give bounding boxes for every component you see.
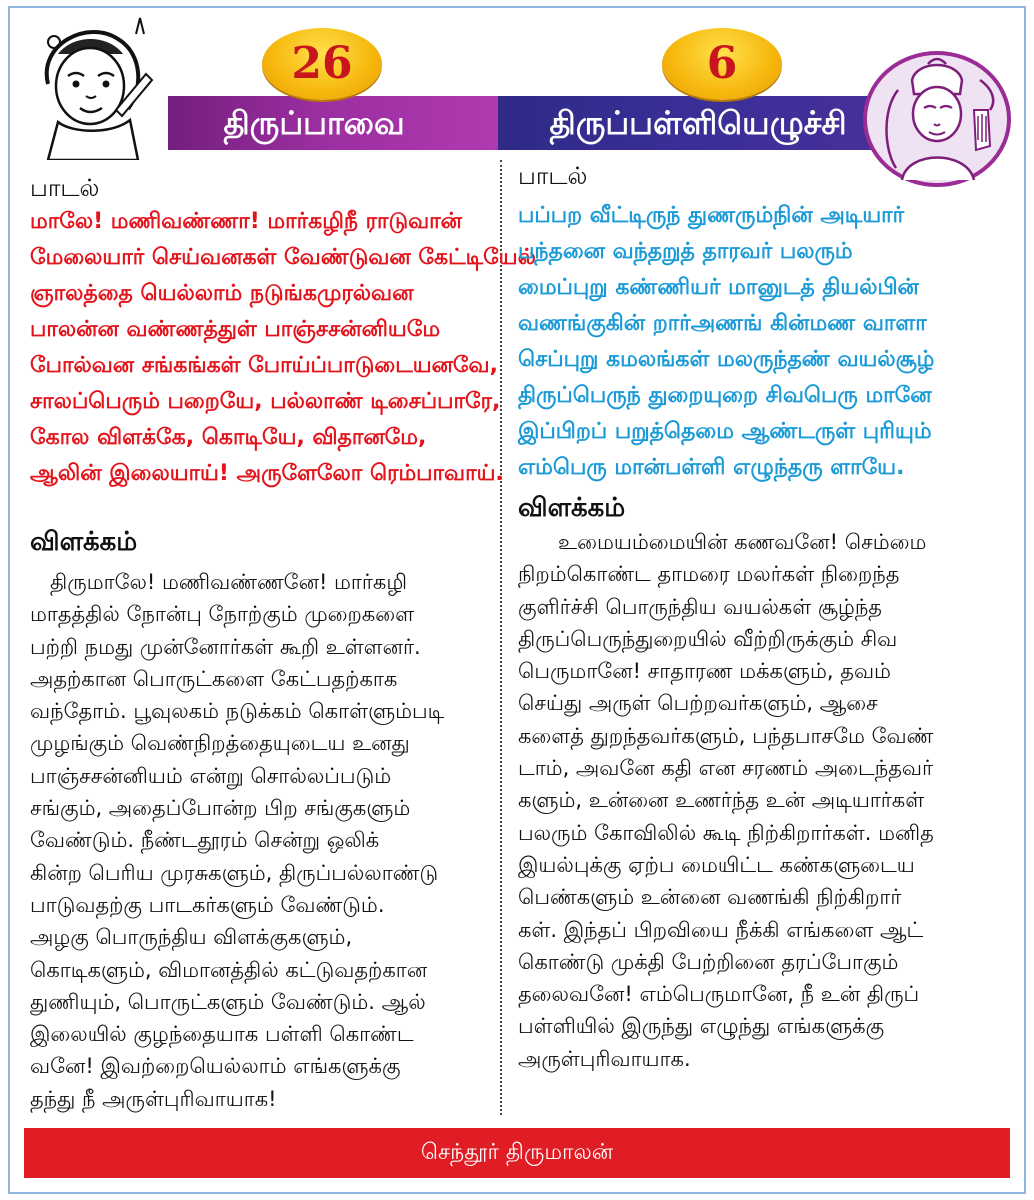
left-explanation-line: அழகு பொருந்திய விளக்குகளும், (30, 925, 353, 950)
left-explanation-line: சங்கும், அதைப்போன்ற பிற சங்குகளும் (30, 796, 411, 821)
left-poem-line: ஆலின் இலையாய்! அருளேலோ ரெம்பாவாய். (30, 461, 504, 486)
left-explanation-line: இலையில் குழந்தையாக பள்ளி கொண்ட (30, 1022, 414, 1047)
left-title: திருப்பாவை (223, 104, 405, 142)
right-explanation-line: பலரும் கோவிலில் கூடி நிற்கிறார்கள். மனித (518, 820, 934, 845)
left-explain-heading: விளக்கம் (30, 527, 138, 557)
right-poem-line: இப்பிறப் பறுத்தெமை ஆண்டருள் புரியும் (518, 419, 932, 444)
left-column (30, 162, 536, 1115)
right-explanation-line: தலைவனே! எம்பெருமானே, நீ உன் திருப் (518, 982, 920, 1007)
right-explanation-line: நிறம்கொண்ட தாமரை மலர்கள் நிறைந்த (518, 562, 900, 587)
left-poem-line: போல்வன சங்கங்கள் போய்ப்பாடுடையனவே, (30, 353, 498, 378)
left-explanation-line: கொடிகளும், விமானத்தில் கட்டுவதற்கான (30, 957, 428, 982)
right-poem-line: திருப்பெருந் துறையுறை சிவபெரு மானே (518, 383, 932, 408)
right-poem-heading: பாடல் (518, 162, 588, 190)
right-poem-line: வணங்குகின் றார்அணங் கின்மண வாளா (518, 311, 927, 336)
right-explanation-line: செய்து அருள் பெற்றவர்களும், ஆசை (518, 691, 878, 716)
right-explanation-line: பள்ளியில் இருந்து எழுந்து எங்களுக்கு (518, 1014, 885, 1039)
left-explanation-line: மாதத்தில் நோன்பு நோற்கும் முறைகளை (30, 602, 415, 627)
right-explanation-line: அருள்புரிவாயாக. (518, 1046, 691, 1071)
right-number-badge: 6 (662, 28, 782, 100)
left-explanation-line: பற்றி நமது முன்னோர்கள் கூறி உள்ளனர். (30, 634, 421, 659)
left-explanation-line: வேண்டும். நீண்டதூரம் சென்று ஒலிக் (30, 828, 380, 853)
column-divider (500, 160, 502, 1115)
right-explanation-line: பெண்களும் உன்னை வணங்கி நிற்கிறார் (518, 885, 902, 910)
right-explanation-line: களைத் துறந்தவர்களும், பந்தபாசமே வேண் (518, 723, 934, 748)
right-title: திருப்பள்ளியெழுச்சி (549, 104, 847, 142)
right-poem (518, 198, 1008, 486)
author-footer: செந்தூர் திருமாலன் (24, 1128, 1010, 1178)
left-poem-line: சாலப்பெரும் பறையே, பல்லாண் டிசைப்பாரே, (30, 389, 501, 414)
left-poem-line: பாலன்ன வண்ணத்துள் பாஞ்சசன்னியமே (30, 317, 441, 342)
right-explanation-line: பெருமானே! சாதாரண மக்களும், தவம் (518, 659, 891, 684)
right-explanation-line: திருப்பெருந்துறையில் வீற்றிருக்கும் சிவ (518, 626, 898, 651)
right-explanation-line: கள். இந்தப் பிறவியை நீக்கி எங்களை ஆட் (518, 917, 924, 942)
right-column (518, 162, 1008, 1075)
right-explanation-line: இயல்புக்கு ஏற்ப மையிட்ட கண்களுடைய (518, 852, 915, 877)
left-explanation-line: பாடுவதற்கு பாடகர்களும் வேண்டும். (30, 892, 385, 917)
left-explanation-line: வந்தோம். பூவுலகம் நடுக்கம் கொள்ளும்படி (30, 699, 445, 724)
left-explanation-line: துணியும், பொருட்களும் வேண்டும். ஆல் (30, 989, 426, 1014)
left-poem-line: கோல விளக்கே, கொடியே, விதானமே, (30, 425, 427, 450)
right-poem-line: செப்புறு கமலங்கள் மலருந்தண் வயல்சூழ் (518, 347, 935, 372)
right-poem-line: மைப்புறு கண்ணியர் மானுடத் தியல்பின் (518, 275, 919, 300)
left-number-badge: 26 (262, 28, 382, 100)
right-explanation (518, 526, 1008, 1075)
left-poem-line: மாலே! மணிவண்ணா! மார்கழிநீ ராடுவான் (30, 209, 462, 234)
left-explanation-line: வனே! இவற்றையெல்லாம் எங்களுக்கு (30, 1054, 401, 1079)
left-explanation (30, 566, 490, 1115)
left-explanation-line: பாஞ்சசன்னியம் என்று சொல்லப்படும் (30, 763, 392, 788)
left-poem (30, 204, 536, 492)
left-explanation-line: திருமாலே! மணிவண்ணனே! மார்கழி (30, 570, 407, 594)
right-poem-line: பப்பற வீட்டிருந் துணரும்நின் அடியார் (518, 203, 905, 228)
right-explanation-line: குளிர்ச்சி பொருந்திய வயல்கள் சூழ்ந்த (518, 594, 882, 619)
left-poem-heading: பாடல் (30, 174, 100, 202)
right-explanation-line: களும், உன்னை உணர்ந்த உன் அடியார்கள் (518, 788, 925, 813)
right-explain-heading: விளக்கம் (518, 493, 626, 523)
left-explanation-line: தந்து நீ அருள்புரிவாயாக! (30, 1086, 277, 1111)
left-explanation-line: அதற்கான பொருட்களை கேட்பதற்காக (30, 666, 398, 691)
left-poem-line: மேலையார் செய்வனகள் வேண்டுவன கேட்டியேல் (30, 245, 536, 270)
left-explanation-line: கின்ற பெரிய முரசுகளும், திருப்பல்லாண்டு (30, 860, 439, 885)
right-poem-line: பந்தனை வந்தறுத் தாரவர் பலரும் (518, 239, 853, 264)
left-explanation-line: முழங்கும் வெண்நிறத்தையுடைய உனது (30, 731, 410, 756)
left-poem-line: ஞாலத்தை யெல்லாம் நடுங்கமுரல்வன (30, 281, 414, 306)
right-poem-line: எம்பெரு மான்பள்ளி எழுந்தரு ளாயே. (518, 455, 905, 480)
right-explanation-line: உமையம்மையின் கணவனே! செம்மை (518, 530, 927, 554)
child-krishna-illustration-icon (18, 14, 168, 160)
right-explanation-line: டாம், அவனே கதி என சரணம் அடைந்தவர் (518, 756, 933, 781)
right-explanation-line: கொண்டு முக்தி பேற்றினை தரப்போகும் (518, 949, 899, 974)
